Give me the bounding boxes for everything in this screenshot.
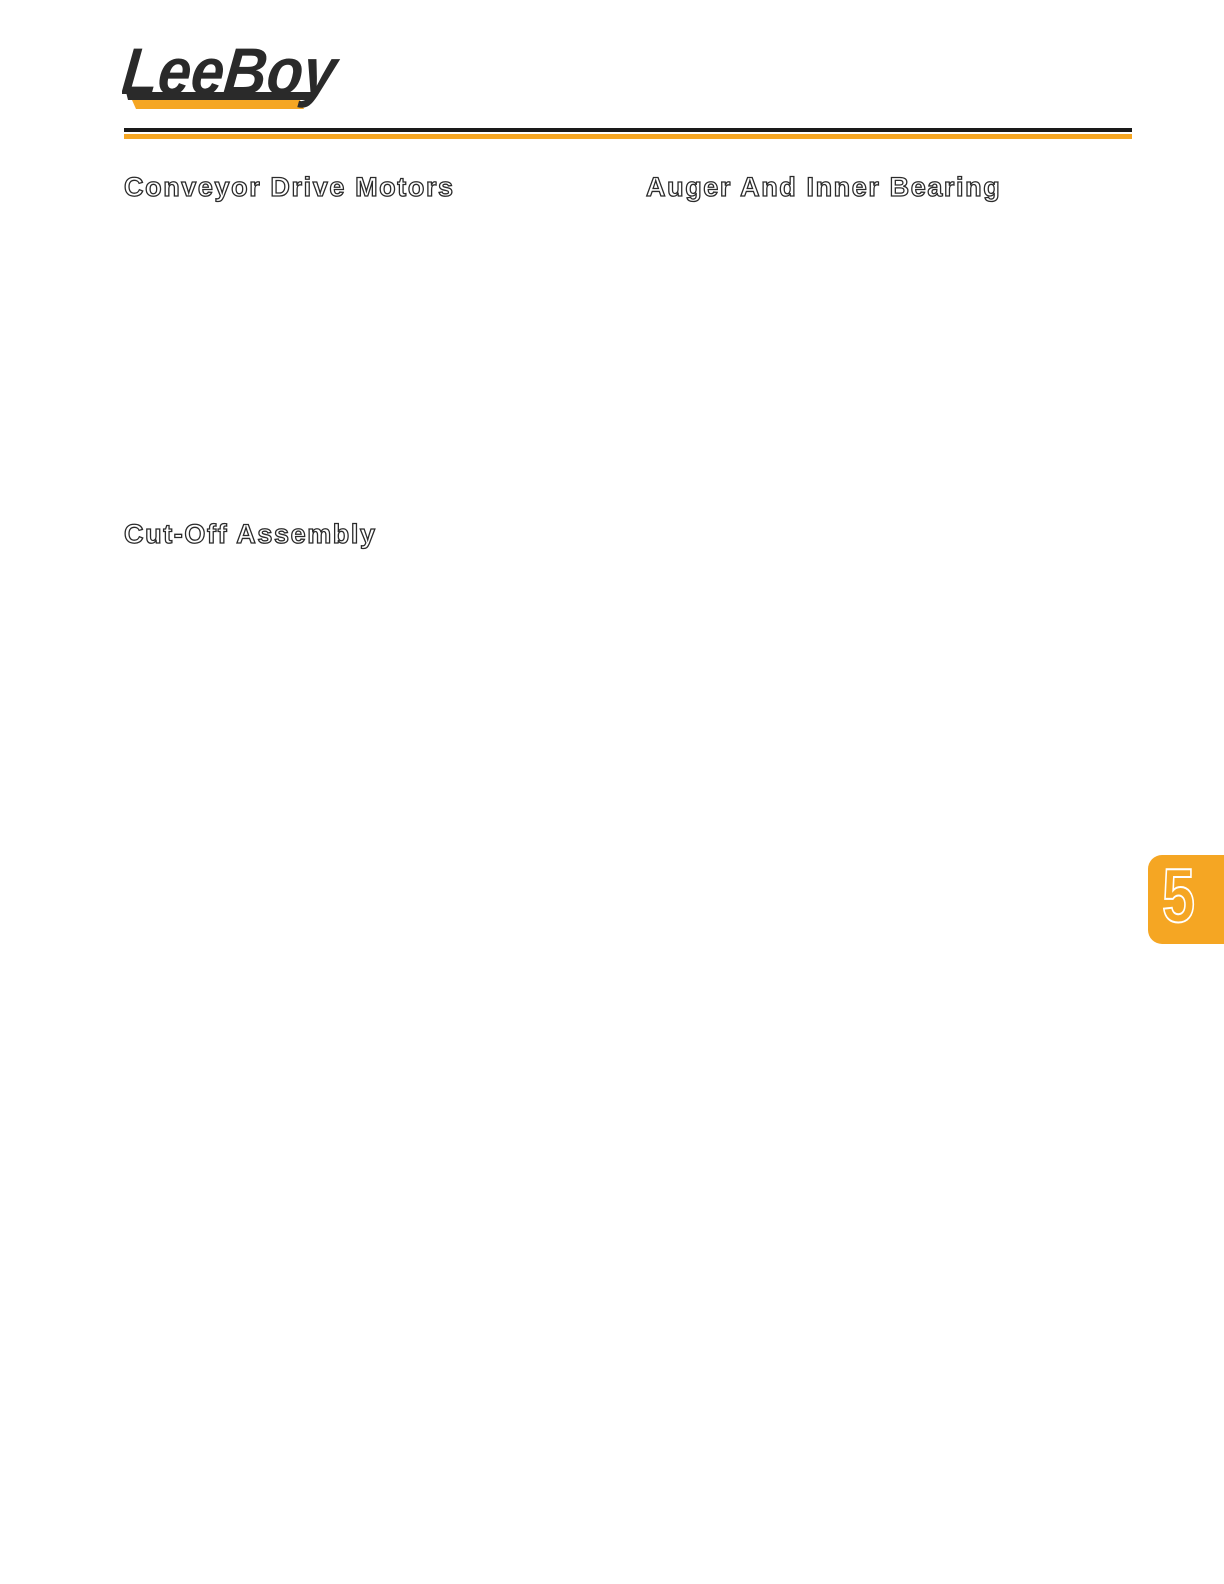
section-tab: [1148, 855, 1224, 944]
section-heading-auger-and-inner-bearing: Auger And Inner Bearing: [646, 172, 1002, 202]
header-rule-black: [124, 128, 1132, 132]
leeboy-logo-graphic: [122, 38, 346, 122]
header-rule-orange: [124, 134, 1132, 139]
svg-text:LeeBoy: LeeBoy: [122, 38, 346, 109]
section-heading-cut-off-assembly: Cut-Off Assembly: [124, 519, 377, 549]
section-tab-number: 5: [1162, 854, 1195, 939]
section-heading-conveyor-drive-motors: Conveyor Drive Motors: [124, 172, 455, 202]
leeboy-logo: [122, 38, 346, 122]
